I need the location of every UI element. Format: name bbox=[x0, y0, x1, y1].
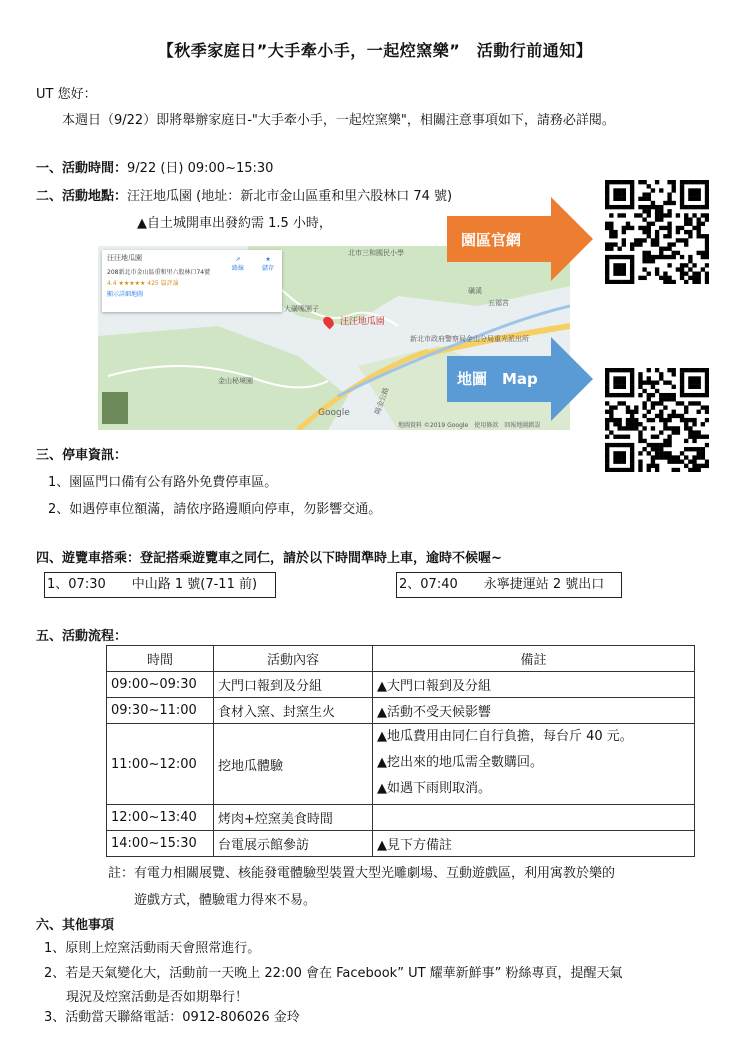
map-place-label: 新北市政府警察局金山分局重光派出所 bbox=[410, 335, 529, 343]
map-save-button[interactable]: ★ 儲存 bbox=[262, 256, 275, 272]
page-title: 【秋季家庭日”大手牽小手，一起焢窯樂” 活動行前通知】 bbox=[157, 41, 593, 60]
map-route-button[interactable]: ➚ 路線 bbox=[232, 256, 245, 272]
section-location-heading: 二、活動地點： bbox=[36, 189, 128, 204]
park-site-arrow[interactable] bbox=[447, 197, 593, 285]
map-place-label: 磺溪 bbox=[468, 287, 482, 295]
map-google-logo: Google bbox=[318, 408, 350, 418]
map-place-label: 大磺嘴園子 bbox=[284, 305, 319, 313]
schedule-footnote: 註：有電力相關展覽、核能發電體驗型裝置大型光雕劇場、互動遊戲區，利用寓教於樂的 bbox=[108, 866, 616, 881]
map-qr-code[interactable] bbox=[605, 368, 709, 476]
greeting: UT 您好： bbox=[36, 87, 97, 102]
map-label: 地圖 Map bbox=[457, 370, 538, 388]
notes-cell bbox=[373, 724, 695, 805]
column-header: 備註 bbox=[373, 646, 695, 672]
map-place-label: 金山秘境園 bbox=[218, 377, 253, 385]
note-line: ▲地瓜費用由同仁自行負擔，每台斤 40 元。 bbox=[377, 729, 633, 744]
activity-cell: 烤肉+焢窯美食時間 bbox=[214, 805, 373, 831]
time-cell: 09:30~11:00 bbox=[107, 698, 214, 724]
section-time-heading: 一、活動時間： bbox=[36, 161, 128, 176]
section-bus-heading: 四、遊覽車搭乘：登記搭乘遊覽車之同仁，請於以下時間準時上車，逾時不候喔~ bbox=[36, 551, 502, 566]
map-larger-link[interactable]: 顯示詳細地圖 bbox=[107, 291, 144, 298]
bus-stop-1: 1、07:30 中山路 1 號(7-11 前) bbox=[44, 572, 276, 598]
time-cell: 09:00~09:30 bbox=[107, 672, 214, 698]
activity-cell: 食材入窯、封窯生火 bbox=[214, 698, 373, 724]
table-row bbox=[107, 805, 695, 831]
map-place-address: 208新北市金山區重和里六股林口74號 bbox=[107, 269, 211, 276]
column-header: 活動內容 bbox=[214, 646, 373, 672]
schedule-footnote: 遊戲方式，體驗電力得來不易。 bbox=[134, 893, 317, 908]
section-schedule-heading: 五、活動流程： bbox=[36, 629, 128, 644]
note-line: ▲挖出來的地瓜需全數購回。 bbox=[377, 755, 543, 770]
map-rating: 4.4 ★★★★★ 425 篇評論 bbox=[107, 280, 179, 287]
section-time-text: 9/22 (日) 09:00~15:30 bbox=[127, 161, 274, 176]
qr-code-icon bbox=[605, 368, 709, 472]
intro-text: 本週日（9/22）即將舉辦家庭日-"大手牽小手，一起焢窯樂"，相關注意事項如下，請務必詳閱。 bbox=[62, 113, 615, 128]
notes-cell: ▲活動不受天候影響 bbox=[373, 698, 695, 724]
map-footer: 地圖資料 ©2019 Google 使用條款 回報地圖錯誤 bbox=[398, 422, 541, 429]
activity-cell: 挖地瓜體驗 bbox=[214, 724, 373, 805]
map-arrow[interactable] bbox=[447, 337, 593, 425]
schedule-table bbox=[106, 645, 695, 857]
other-item: 2、若是天氣變化大，活動前一天晚上 22:00 會在 Facebook” UT 耀華新鮮事” 粉絲專頁，提醒天氣 bbox=[44, 966, 623, 981]
other-item: 1、原則上焢窯活動雨天會照常進行。 bbox=[44, 941, 261, 956]
other-item: 現況及焢窯活動是否如期舉行！ bbox=[66, 990, 249, 1005]
notes-cell bbox=[373, 805, 695, 831]
map-place-label: 陽金公路 bbox=[373, 386, 391, 416]
section-location-text: 汪汪地瓜園 (地址：新北市金山區重和里六股林口 74 號) bbox=[127, 189, 453, 204]
map-pin-icon bbox=[321, 314, 336, 329]
section-parking-heading: 三、停車資訊： bbox=[36, 448, 128, 463]
parking-item: 1、園區門口備有公有路外免費停車區。 bbox=[48, 475, 278, 490]
table-row bbox=[107, 698, 695, 724]
section-other-heading: 六、其他事項 bbox=[36, 918, 115, 933]
qr-code-icon bbox=[605, 180, 709, 284]
time-cell: 12:00~13:40 bbox=[107, 805, 214, 831]
map-place-name: 汪汪地瓜園 bbox=[107, 254, 142, 262]
table-row bbox=[107, 724, 695, 805]
note-line: ▲如遇下雨則取消。 bbox=[377, 781, 491, 796]
notes-cell: ▲大門口報到及分組 bbox=[373, 672, 695, 698]
section-time bbox=[36, 157, 273, 176]
map-pin[interactable]: 汪汪地瓜園 bbox=[324, 314, 385, 328]
activity-cell: 台電展示館參訪 bbox=[214, 831, 373, 857]
travel-note: ▲自土城開車出發約需 1.5 小時， bbox=[137, 216, 332, 231]
map-place-label: 五福宮 bbox=[488, 299, 509, 307]
table-row bbox=[107, 672, 695, 698]
parking-item: 2、如遇停車位額滿，請依序路邊順向停車，勿影響交通。 bbox=[48, 502, 382, 517]
time-cell: 11:00~12:00 bbox=[107, 724, 214, 805]
notes-cell: ▲見下方備註 bbox=[373, 831, 695, 857]
activity-cell: 大門口報到及分組 bbox=[214, 672, 373, 698]
other-item: 3、活動當天聯絡電話：0912-806026 金玲 bbox=[44, 1010, 300, 1025]
map-place-label: 北市三和國民小學 bbox=[348, 249, 404, 257]
map-info-card bbox=[102, 250, 282, 312]
bus-stop-2: 2、07:40 永寧捷運站 2 號出口 bbox=[396, 572, 622, 598]
park-site-label: 園區官網 bbox=[461, 231, 522, 249]
section-location bbox=[36, 185, 452, 204]
park-site-qr-code[interactable] bbox=[605, 180, 709, 288]
time-cell: 14:00~15:30 bbox=[107, 831, 214, 857]
column-header: 時間 bbox=[107, 646, 214, 672]
table-row bbox=[107, 831, 695, 857]
star-icon: ★ bbox=[265, 256, 271, 263]
table-header-row bbox=[107, 646, 695, 672]
directions-icon: ➚ bbox=[235, 256, 241, 263]
